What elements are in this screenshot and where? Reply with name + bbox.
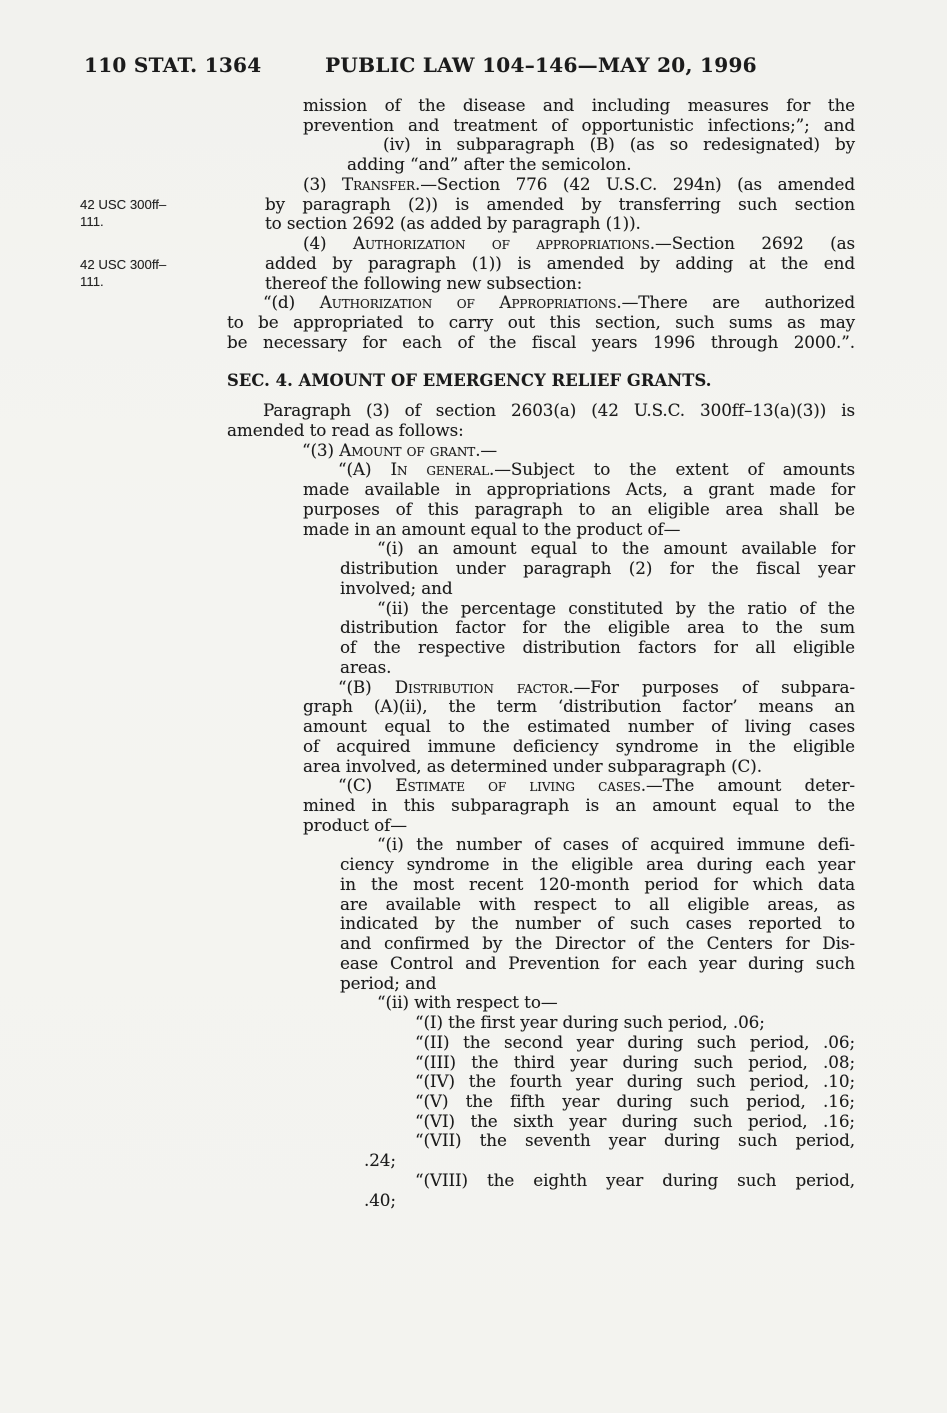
text-line xyxy=(340,855,855,875)
text-line xyxy=(303,96,855,116)
text-segment: thereof the following new subsection: xyxy=(265,272,583,293)
stat-page-number: 110 STAT. 1364 xyxy=(84,53,262,77)
text-line xyxy=(364,1151,855,1171)
text-segment: .24; xyxy=(364,1150,396,1171)
text-segment: “(IV) the fourth year during such period, .10; xyxy=(415,1071,855,1092)
text-segment: .—Section 2692 (as xyxy=(649,233,855,254)
text-segment: purposes of this paragraph to an eligible area shall be xyxy=(303,498,855,519)
text-line xyxy=(377,835,855,855)
text-line xyxy=(340,954,855,974)
text-line xyxy=(227,333,855,353)
text-segment: involved; and xyxy=(340,577,453,598)
text-line xyxy=(347,155,855,175)
text-segment: made available in appropriations Acts, a grant made for xyxy=(303,479,855,500)
text-line xyxy=(227,313,855,333)
text-line xyxy=(303,757,855,777)
text-line xyxy=(227,421,855,441)
text-segment: “(3) xyxy=(302,439,340,460)
text-segment: area involved, as determined under subparagraph (C). xyxy=(303,755,762,776)
document-body xyxy=(227,96,855,1210)
text-line xyxy=(340,895,855,915)
text-segment: (3) xyxy=(303,173,343,194)
text-line xyxy=(340,658,855,678)
text-line xyxy=(303,796,855,816)
text-segment: “(II) the second year during such period, .06; xyxy=(415,1031,855,1052)
text-segment: .— xyxy=(475,439,498,460)
text-line xyxy=(340,638,855,658)
text-segment: SEC. 4. AMOUNT OF EMERGENCY RELIEF GRANTS. xyxy=(227,370,712,390)
text-line xyxy=(263,293,855,313)
text-line xyxy=(415,1053,855,1073)
text-line xyxy=(338,460,855,480)
text-segment: prevention and treatment of opportunistic infections;”; and xyxy=(303,114,855,135)
text-segment: .—Section 776 (42 U.S.C. 294n) (as amended xyxy=(414,173,855,194)
text-line xyxy=(340,934,855,954)
text-line xyxy=(415,1013,855,1033)
text-line xyxy=(303,717,855,737)
small-caps-term: Distribution factor xyxy=(394,676,569,697)
text-line xyxy=(303,697,855,717)
text-segment: Paragraph (3) of section 2603(a) (42 U.S.C. 300ff–13(a)(3)) is xyxy=(263,400,855,421)
text-line xyxy=(303,234,855,254)
usc-margin-note xyxy=(80,257,212,291)
text-segment: “(VI) the sixth year during such period, .16; xyxy=(415,1110,855,1131)
text-segment: be necessary for each of the fiscal years 1996 through 2000.”. xyxy=(227,331,855,352)
text-line xyxy=(265,214,855,234)
public-law-heading: PUBLIC LAW 104–146—MAY 20, 1996 xyxy=(325,53,757,77)
small-caps-term: Transfer xyxy=(342,173,415,194)
text-segment: “(ii) with respect to— xyxy=(377,992,558,1013)
text-segment: areas. xyxy=(340,656,392,677)
text-segment: .—The amount deter- xyxy=(640,775,855,796)
text-line xyxy=(415,1033,855,1053)
text-segment: “(B) xyxy=(338,676,395,697)
text-segment: added by paragraph (1)) is amended by adding at the end xyxy=(265,252,855,273)
text-line xyxy=(303,175,855,195)
text-segment: “(d) xyxy=(263,292,320,313)
text-line xyxy=(302,441,855,461)
small-caps-term: Authorization of Appropriations xyxy=(319,292,617,313)
text-line xyxy=(265,254,855,274)
margin-note-line: 42 USC 300ff– xyxy=(80,257,167,272)
margin-note-line: 111. xyxy=(80,273,104,289)
text-segment: .—There are authorized xyxy=(616,292,856,313)
text-segment: in the most recent 120-month period for which data xyxy=(340,873,855,894)
text-line xyxy=(377,599,855,619)
text-segment: “(VIII) the eighth year during such period, xyxy=(415,1169,855,1190)
text-segment: ciency syndrome in the eligible area during each year xyxy=(340,854,855,875)
text-segment: to be appropriated to carry out this section, such sums as may xyxy=(227,312,855,333)
text-line xyxy=(383,135,855,155)
text-segment: and confirmed by the Director of the Centers for Dis- xyxy=(340,933,855,954)
text-segment: by paragraph (2)) is amended by transferring such section xyxy=(265,193,855,214)
text-line xyxy=(227,371,855,391)
usc-margin-note xyxy=(80,197,212,231)
text-line xyxy=(340,974,855,994)
text-line xyxy=(265,274,855,294)
text-line xyxy=(303,737,855,757)
small-caps-term: Authorization of appropriations xyxy=(352,233,650,254)
margin-note-line: 42 USC 300ff– xyxy=(80,197,167,212)
text-line xyxy=(340,914,855,934)
text-line xyxy=(340,559,855,579)
margin-note-line: 111. xyxy=(80,213,104,229)
text-segment: (iv) in subparagraph (B) (as so redesignated) by xyxy=(383,134,855,155)
text-segment: “(C) xyxy=(338,775,396,796)
text-segment: “(III) the third year during such period, .08; xyxy=(415,1051,855,1072)
text-line xyxy=(263,401,855,421)
text-line xyxy=(303,520,855,540)
text-segment: made in an amount equal to the product of— xyxy=(303,518,681,539)
text-segment: graph (A)(ii), the term ‘distribution factor’ means an xyxy=(303,696,855,717)
text-line xyxy=(415,1092,855,1112)
text-line xyxy=(415,1112,855,1132)
text-segment: distribution under paragraph (2) for the fiscal year xyxy=(340,558,855,579)
text-line xyxy=(415,1072,855,1092)
text-line xyxy=(415,1131,855,1151)
text-segment: “(A) xyxy=(338,459,391,480)
text-segment: mined in this subparagraph is an amount equal to the xyxy=(303,794,855,815)
text-segment: .40; xyxy=(364,1189,396,1210)
text-segment: .—For purposes of subpara- xyxy=(568,676,855,697)
text-segment: .—Subject to the extent of amounts xyxy=(488,459,855,480)
small-caps-term: Amount of grant xyxy=(339,439,476,460)
text-segment: “(ii) the percentage constituted by the ratio of the xyxy=(377,597,855,618)
text-segment: “(VII) the seventh year during such period, xyxy=(415,1130,855,1151)
text-segment: are available with respect to all eligible areas, as xyxy=(340,893,855,914)
text-segment: ease Control and Prevention for each year during such xyxy=(340,952,855,973)
text-segment: amended to read as follows: xyxy=(227,420,464,441)
text-line xyxy=(377,539,855,559)
text-segment: mission of the disease and including measures for the xyxy=(303,95,855,115)
text-line xyxy=(340,618,855,638)
text-line xyxy=(338,678,855,698)
text-line xyxy=(303,480,855,500)
text-segment: (4) xyxy=(303,233,353,254)
text-line xyxy=(338,776,855,796)
text-line xyxy=(364,1191,855,1211)
text-segment: adding “and” after the semicolon. xyxy=(347,154,632,175)
text-line xyxy=(340,579,855,599)
text-segment: “(i) the number of cases of acquired immune defi- xyxy=(377,834,855,855)
small-caps-term: Estimate of living cases xyxy=(395,775,641,796)
text-segment: indicated by the number of such cases reported to xyxy=(340,913,855,934)
text-line xyxy=(340,875,855,895)
text-line xyxy=(415,1171,855,1191)
text-segment: “(i) an amount equal to the amount available for xyxy=(377,538,855,559)
text-segment: “(I) the first year during such period, .06; xyxy=(415,1012,765,1033)
text-segment: product of— xyxy=(303,814,407,835)
text-segment: of acquired immune deficiency syndrome in the eligible xyxy=(303,735,855,756)
small-caps-term: In general xyxy=(390,459,489,480)
text-segment: of the respective distribution factors for all eligible xyxy=(340,637,855,658)
text-segment: “(V) the fifth year during such period, .16; xyxy=(415,1090,855,1111)
text-segment: period; and xyxy=(340,972,437,993)
text-line xyxy=(303,116,855,136)
text-line xyxy=(303,816,855,836)
text-line xyxy=(377,993,855,1013)
text-segment: to section 2692 (as added by paragraph (1)). xyxy=(265,213,641,234)
text-segment: distribution factor for the eligible area to the sum xyxy=(340,617,855,638)
text-segment: amount equal to the estimated number of living cases xyxy=(303,716,855,737)
text-line xyxy=(303,500,855,520)
text-line xyxy=(265,195,855,215)
